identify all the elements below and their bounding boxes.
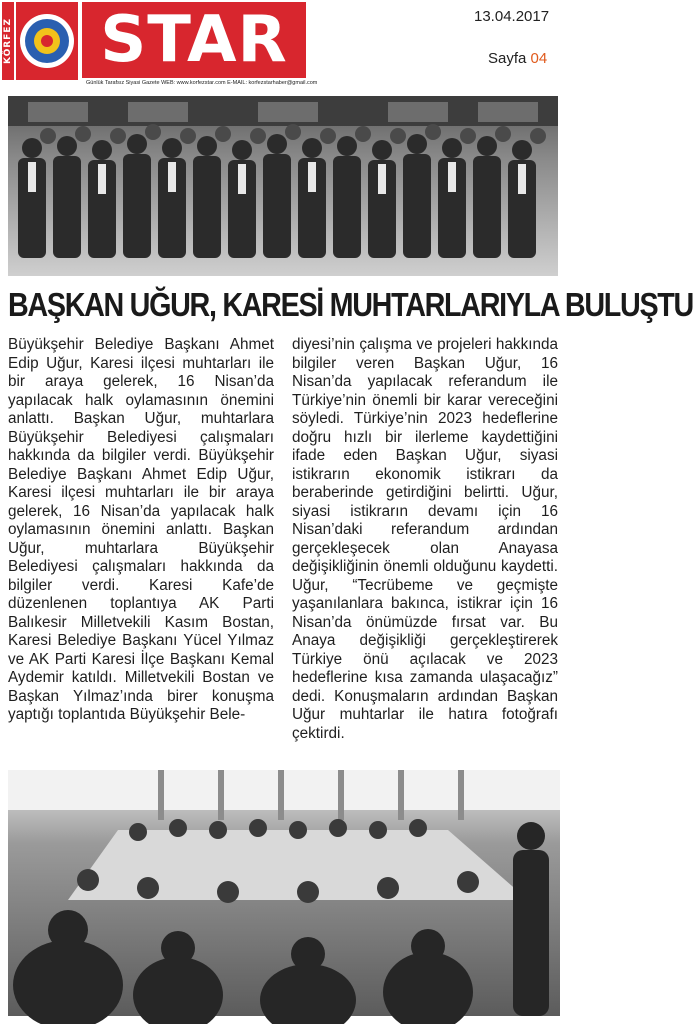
article-headline: BAŞKAN UĞUR, KARESİ MUHTARLARIYLA BULUŞTU [8,286,693,323]
meeting-photo [8,770,560,1016]
issue-date: 13.04.2017 [474,8,550,25]
masthead-tagline: Günlük Tarafsız Siyasi Gazete WEB: www.korfezstar.com E-MAIL: korfezstarhaber@gmail.com [86,80,318,86]
brand-side-label: KÖRFEZ [2,2,14,80]
page-reference [488,50,547,67]
article-text-right: diyesi’nin çalışma ve projeleri hakkında bilgiler veren Başkan Uğur, 16 Nisan’da yapılacak referandum ile Türkiye’nin önemli bir karar vereceğini söyledi. Türkiye’nin 2023 hedeflerine doğru hızlı bir ilerleme kaydettiğini ifade eden Başkan Uğur, siyasi istikrarın ekonomik istikrarı da beraberinde getirdiğini belirtti. Uğur, siyasi istikrarın devamı için 16 Nisan’daki referandum ardından gerçekleşecek olan Anayasa değişikliğinin önemli olduğunu kaydetti. Uğur, “Tecrübeme ve geçmişte yaşanılanlara bakınca, istikrar için 16 Nisan’da önümüzde fırsat var. Bu Anaya değişikliği gerçekleştirerek Türkiye önü açılacak ve 2023 hedeflerine kısa zamanda ulaşacağız” dedi. Konuşmaların ardından Başkan Uğur muhtarlar ile hatıra fotoğrafı çektirdi. [292,336,558,742]
newspaper-logo: STAR [82,2,306,78]
logo-emblem-icon [16,2,78,80]
group-photo [8,96,558,276]
article-column-right [292,336,558,743]
article-column-left [8,336,274,725]
page-label: Sayfa [488,50,527,67]
article-text-left: Büyükşehir Belediye Başkanı Ahmet Edip Uğur, Karesi ilçesi muhtarları ile bir araya gelerek, 16 Nisan’da yapılacak halk oylamasının önemini anlattı. Başkan Uğur, muhtarlara Büyükşehir Belediyesi çalışmaları hakkında da bilgiler verdi. Büyükşehir Belediye Başkanı Ahmet Edip Uğur, Karesi ilçesi muhtarları ile bir araya gelerek, 16 Nisan’da yapılacak halk oylamasının önemini anlattı. Başkan Uğur, muhtarlara Büyükşehir Belediyesi çalışmaları hakkında da bilgiler verdi. Karesi Kafe’de düzenlenen toplantıya AK Parti Balıkesir Milletvekili Kasım Bostan, Karesi Belediye Başkanı Yücel Yılmaz ve AK Parti Karesi İlçe Başkanı Kemal Aydemir katıldı. Milletvekili Bostan ve Başkan Yılmaz’ında birer konuşma yaptığı toplantıda Büyükşehir Bele- [8,336,274,723]
page-number: 04 [530,50,548,67]
masthead [0,0,564,92]
